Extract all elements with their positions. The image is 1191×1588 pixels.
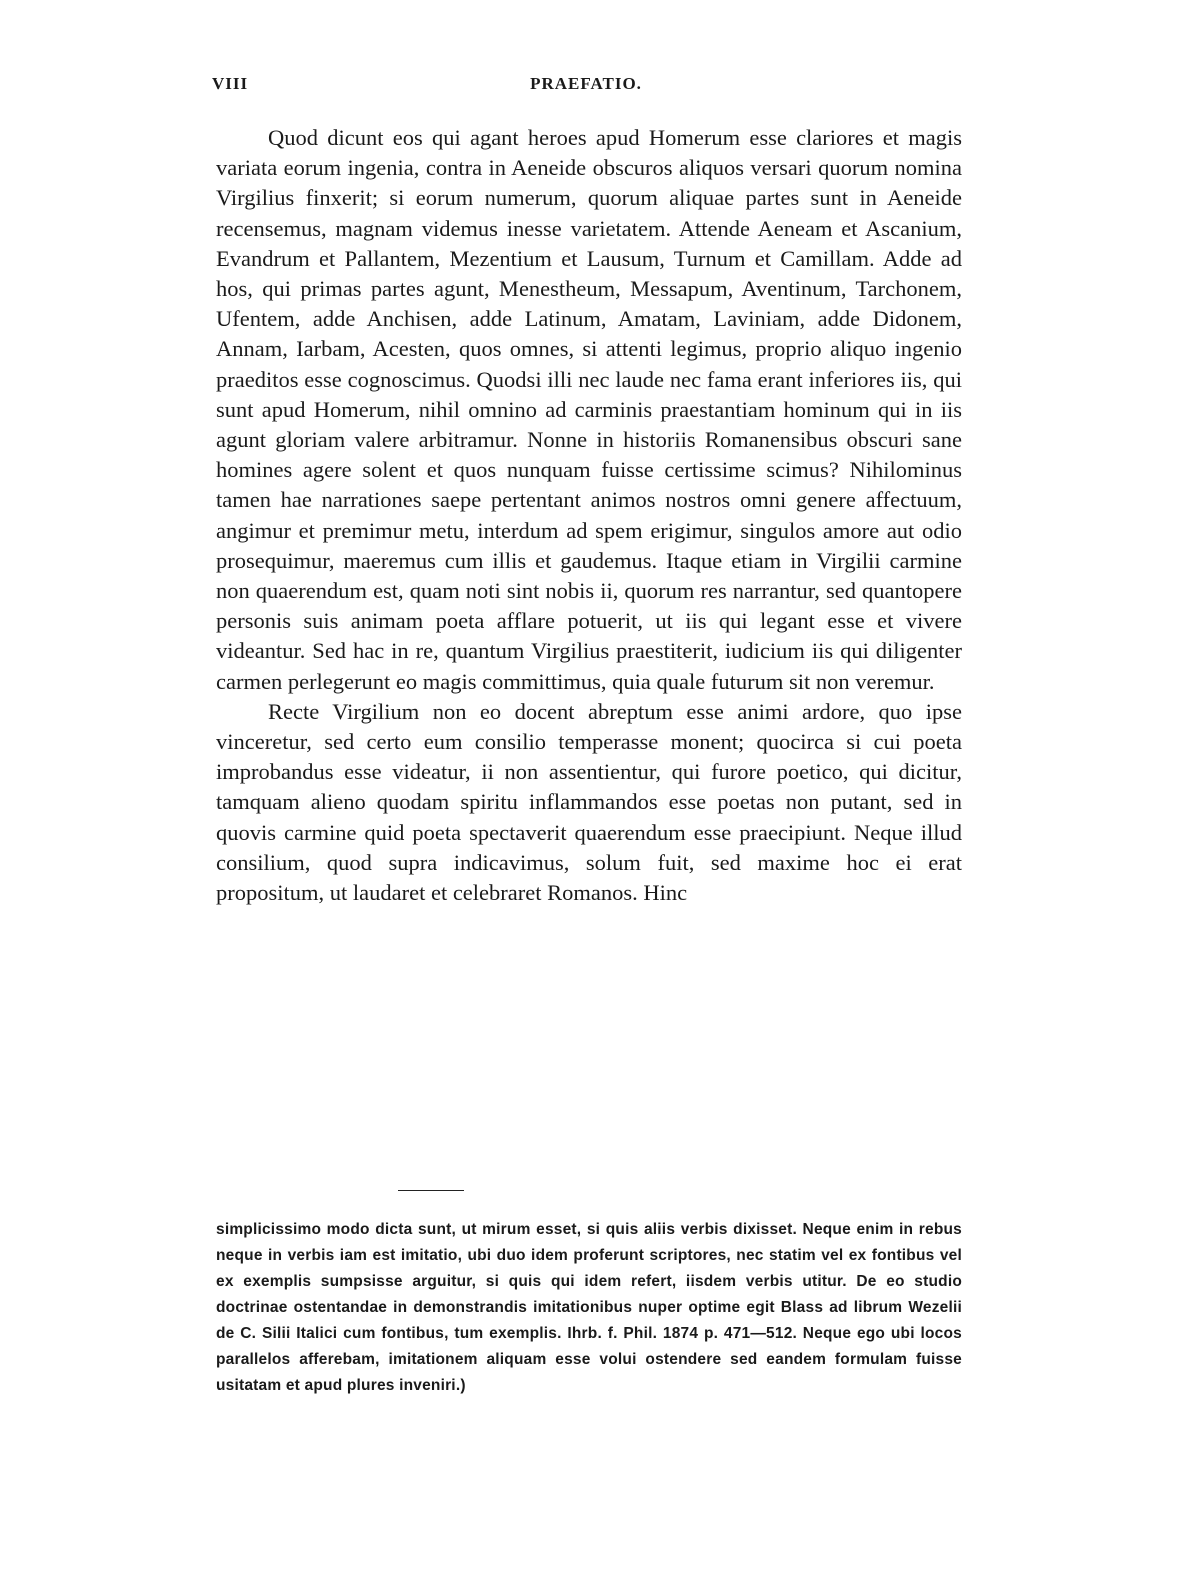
paragraph: Quod dicunt eos qui agant heroes apud Homerum esse clariores et magis variata eorum ingenia, contra in Aeneide obscuros aliquos versari quorum nomina Virgilius finxerit; si eorum numerum, quorum aliquae partes sunt in Aeneide recensemus, magnam videmus inesse varietatem. Attende Aeneam et Ascanium, Evandrum et Pallantem, Mezentium et Lausum, Turnum et Camillam. Adde ad hos, qui primas partes agunt, Menestheum, Messapum, Aventinum, Tarchonem, Ufentem, adde Anchisen, adde Latinum, Amatam, Laviniam, adde Didonem, Annam, Iarbam, Acesten, quos omnes, si attenti legimus, proprio aliquo ingenio praeditos esse cognoscimus. Quodsi illi nec laude nec fama erant inferiores iis, qui sunt apud Homerum, nihil omnino ad carminis praestantiam hominum qui in iis agunt gloriam valere arbitramur. Nonne in historiis Romanensibus obscuri sane homines agere solent et quos nunquam fuisse certissime scimus? Nihilominus tamen hae narrationes saepe pertentant animos nostros omni genere affectuum, angimur et premimur metu, interdum ad spem erigimur, singulos amore aut odio prosequimur, maeremus cum illis et gaudemus. Itaque etiam in Virgilii carmine non quaerendum est, quam noti sint nobis ii, quorum res narrantur, sed quantopere personis suis animam poeta afflare potuerit, ut iis qui legant esse et vivere videantur. Sed hac in re, quantum Virgilius praestiterit, iudicium iis qui diligenter carmen perlegerunt eo magis committimus, quia quale futurum sit non veremur. xyxy=(216,125,962,694)
page-number: VIII xyxy=(212,74,249,93)
footnote: simplicissimo modo dicta sunt, ut mirum esset, si quis aliis verbis dixisset. Neque enim in rebus neque in verbis iam est imitatio, ubi duo idem proferunt scriptores, nec statim vel ex fontibus vel ex exemplis sumpsisse arguitur, si quis qui idem refert, iisdem verbis utitur. De eo studio doctrinae ostentandae in demonstrandis imitationibus nuper optime egit Blass ad librum Wezelii de C. Silii Italici cum fontibus, tum exemplis. Ihrb. f. Phil. 1874 p. 471—512. Neque ego ubi locos parallelos afferebam, imitationem aliquam esse volui ostendere sed eandem formulam fuisse usitatam et apud plures inveniri.) xyxy=(216,1221,962,1394)
main-text xyxy=(216,123,962,908)
footnote-separator-rule xyxy=(398,1190,464,1191)
running-head xyxy=(212,74,960,98)
running-title: PRAEFATIO. xyxy=(530,74,642,93)
paragraph: Recte Virgilium non eo docent abreptum esse animi ardore, quo ipse vinceretur, sed certo eum consilio temperasse monent; quocirca si cui poeta improbandus esse videatur, ii non assentientur, qui furore poetico, qui dicitur, tamquam alieno quodam spiritu inflammandos esse poetas non putant, sed in quovis carmine quid poeta spectaverit quaerendum esse praecipiunt. Neque illud consilium, quod supra indicavimus, solum fuit, sed maxime hoc ei erat propositum, ut laudaret et celebraret Romanos. Hinc xyxy=(216,698,962,906)
